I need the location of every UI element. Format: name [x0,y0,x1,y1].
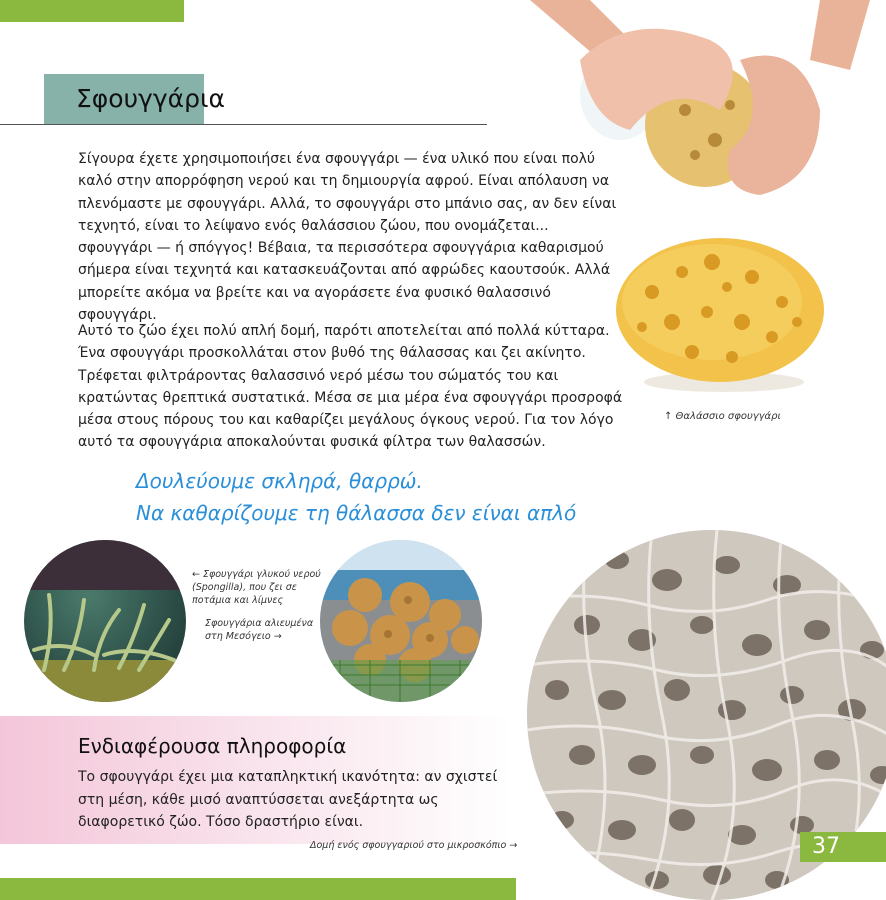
freshwater-sponge-image [24,540,186,702]
caption-microscope: Δομή ενός σφουγγαριού στο μικροσκόπιο → [310,840,518,851]
paragraph-intro: Σίγουρα έχετε χρησιμοποιήσει ένα σφουγγάρι — ένα υλικό που είναι πολύ καλό στην απορρόφηση νερού και τη δημιουργία αφρού. Είναι απόλαυση να πλενόμαστε με σφουγγάρι. Αλλά, το σφουγγάρι στο μπάνιο σας, αν δεν είναι τεχνητό, είναι το λείψανο ενός θαλάσσιου ζώου, που ονομάζεται... σφουγγάρι — ή σπόγγος! Βέβαια, τα περισσότερα σφουγγάρια καθαρισμού σήμερα είναι τεχνητά και κατασκευάζονται από αφρώδες καουτσούκ. Αλλά μπορείτε ακόμα να βρείτε και να αγοράσετε ένα φυσικό θαλασσινό σφουγγάρι. [78,151,617,324]
info-box-text: Το σφουγγάρι έχει μια καταπληκτική ικανότητα: αν σχιστεί στη μέση, κάθε μισό αναπτύσσεται ανεξάρτητα ως διαφορετικό ζώο. Τόσο δραστήριο είναι. [78,769,498,830]
market-sponges-image [320,540,482,702]
paragraph-structure: Αυτό το ζώο έχει πολύ απλή δομή, παρότι αποτελείται από πολλά κύτταρα. Ένα σφουγγάρι προσκολλάται στον βυθό της θάλασσας και ζει ακίνητο. Τρέφεται φιλτράροντας θαλασσινό νερό μέσω του σώματός του και κρατώντας θρεπτικά συστατικά. Μέσα σε μια μέρα ένα σφουγγάρι προσροφά μέσα στους πόρους του και καθαρίζει μεγάλους όγκους νερού. Για τον λόγο αυτό τα σφουγγάρια αποκαλούνται φυσικά φίλτρα των θαλασσών. [78,323,623,451]
bottom-accent-bar [0,878,516,900]
title-divider [0,124,487,125]
handwritten-note-line-2: Να καθαρίζουμε τη θάλασσα δεν είναι απλό [136,501,577,525]
caption-sea-sponge: ↑ Θαλάσσιο σφουγγάρι [664,411,781,422]
hands-sponge-image [520,0,886,210]
top-accent-bar [0,0,184,22]
page-title: Σφουγγάρια [76,84,225,113]
caption-market-sponges: Σφουγγάρια αλιευμένα στη Μεσόγειο → [205,618,314,642]
info-box-title: Ενδιαφέρουσα πληροφορία [78,734,347,758]
handwritten-note-line-1: Δουλεύουμε σκληρά, θαρρώ. [136,469,423,493]
page-number: 37 [812,834,840,859]
sea-sponge-image [612,222,830,400]
caption-freshwater-sponge: ← Σφουγγάρι γλυκού νερού (Spongilla), που ζει σε ποτάμια και λίμνες [192,569,321,606]
